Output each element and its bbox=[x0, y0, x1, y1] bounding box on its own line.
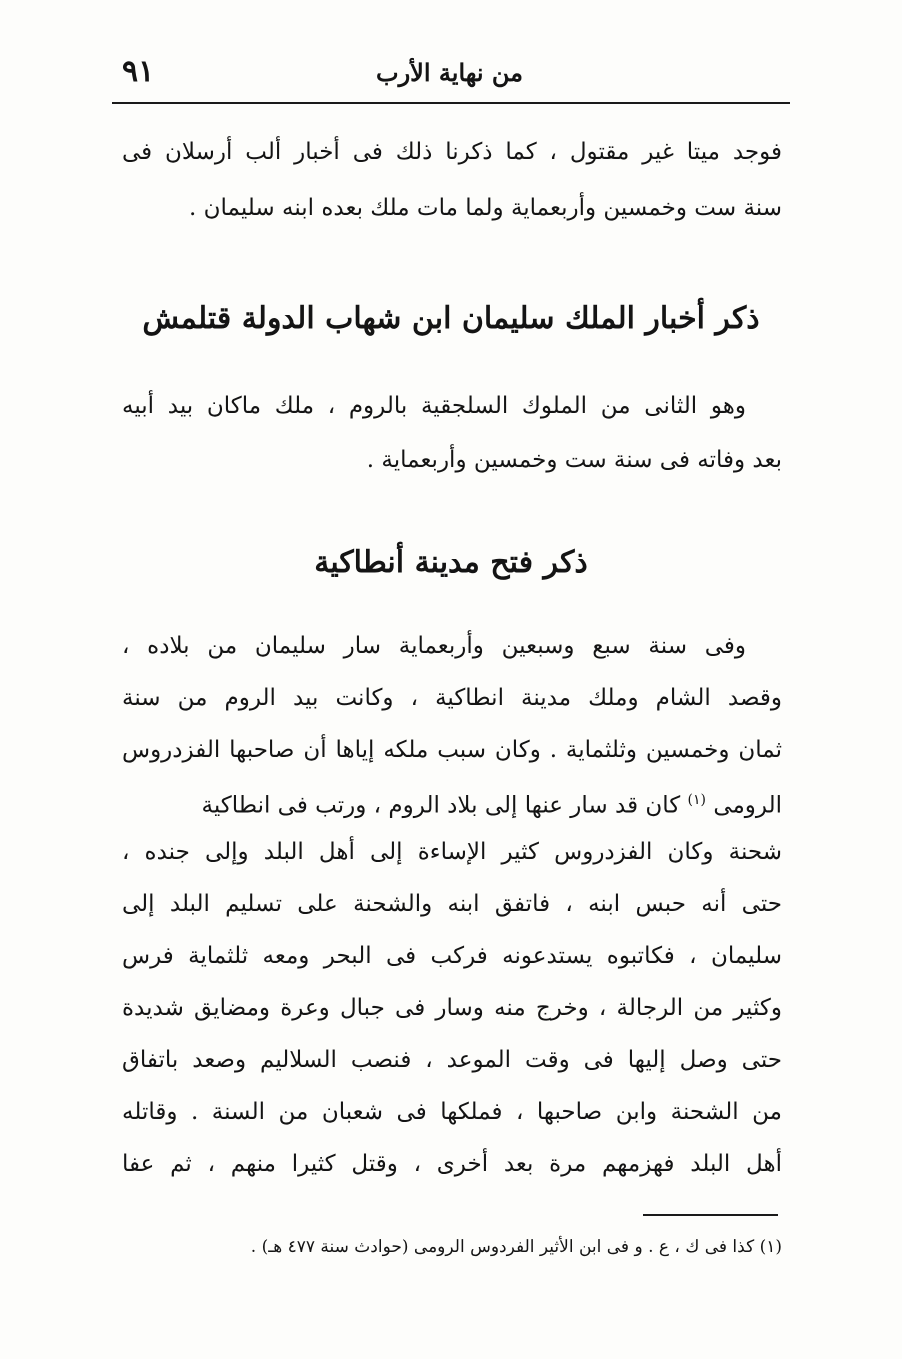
footnote: (١) كذا فى ك ، ع . و فى ابن الأثير الفردوس الرومى (حوادث سنة ٤٧٧ هـ) . bbox=[250, 1237, 782, 1257]
paragraph-line: من الشحنة وابن صاحبها ، فملكها فى شعبان من السنة . وقاتله bbox=[122, 1099, 782, 1125]
footnote-rule bbox=[643, 1214, 778, 1216]
footnote-marker: (١) bbox=[687, 792, 706, 808]
section-heading: ذكر فتح مدينة أنطاكية bbox=[314, 545, 588, 580]
paragraph-line: شحنة وكان الفزدروس كثير الإساءة إلى أهل البلد وإلى جنده ، bbox=[122, 839, 782, 865]
paragraph-line: وفى سنة سبع وسبعين وأربعماية سار سليمان من بلاده ، bbox=[122, 633, 746, 659]
paragraph-line: وكثير من الرجالة ، وخرج منه وسار فى جبال وعرة ومضايق شديدة bbox=[122, 995, 782, 1021]
paragraph-line-with-footnote bbox=[122, 780, 782, 820]
paragraph-fragment: كان قد سار عنها إلى بلاد الروم ، ورتب فى انطاكية bbox=[201, 792, 681, 819]
paragraph-line: أهل البلد فهزمهم مرة بعد أخرى ، وقتل كثيرا منهم ، ثم عفا bbox=[122, 1151, 782, 1177]
header-rule bbox=[112, 102, 790, 104]
paragraph-line: فوجد ميتا غير مقتول ، كما ذكرنا ذلك فى أخبار ألب أرسلان فى bbox=[122, 139, 782, 165]
paragraph-line: سنة ست وخمسين وأربعماية ولما مات ملك بعده ابنه سليمان . bbox=[189, 195, 782, 221]
paragraph-fragment: الرومى bbox=[713, 792, 782, 819]
paragraph-line: حتى أنه حبس ابنه ، فاتفق ابنه والشحنة على تسليم البلد إلى bbox=[122, 891, 782, 917]
running-title: من نهاية الأرب bbox=[376, 58, 523, 87]
paragraph-line: وقصد الشام وملك مدينة انطاكية ، وكانت بيد الروم من سنة bbox=[122, 685, 782, 711]
paragraph-line: ثمان وخمسين وثلثماية . وكان سبب ملكه إياها أن صاحبها الفزدروس bbox=[122, 737, 782, 763]
paragraph-line: سليمان ، فكاتبوه يستدعونه فركب فى البحر ومعه ثلثماية فرس bbox=[122, 943, 782, 969]
section-heading: ذكر أخبار الملك سليمان ابن شهاب الدولة قتلمش bbox=[142, 301, 760, 336]
paragraph-line: وهو الثانى من الملوك السلجقية بالروم ، ملك ماكان بيد أبيه bbox=[122, 393, 746, 419]
page-header bbox=[112, 52, 787, 100]
paragraph-line: بعد وفاته فى سنة ست وخمسين وأربعماية . bbox=[366, 447, 782, 473]
page-number: ٩١ bbox=[122, 54, 155, 89]
paragraph-line: حتى وصل إليها فى وقت الموعد ، فنصب السلاليم وصعد باتفاق bbox=[122, 1047, 782, 1073]
